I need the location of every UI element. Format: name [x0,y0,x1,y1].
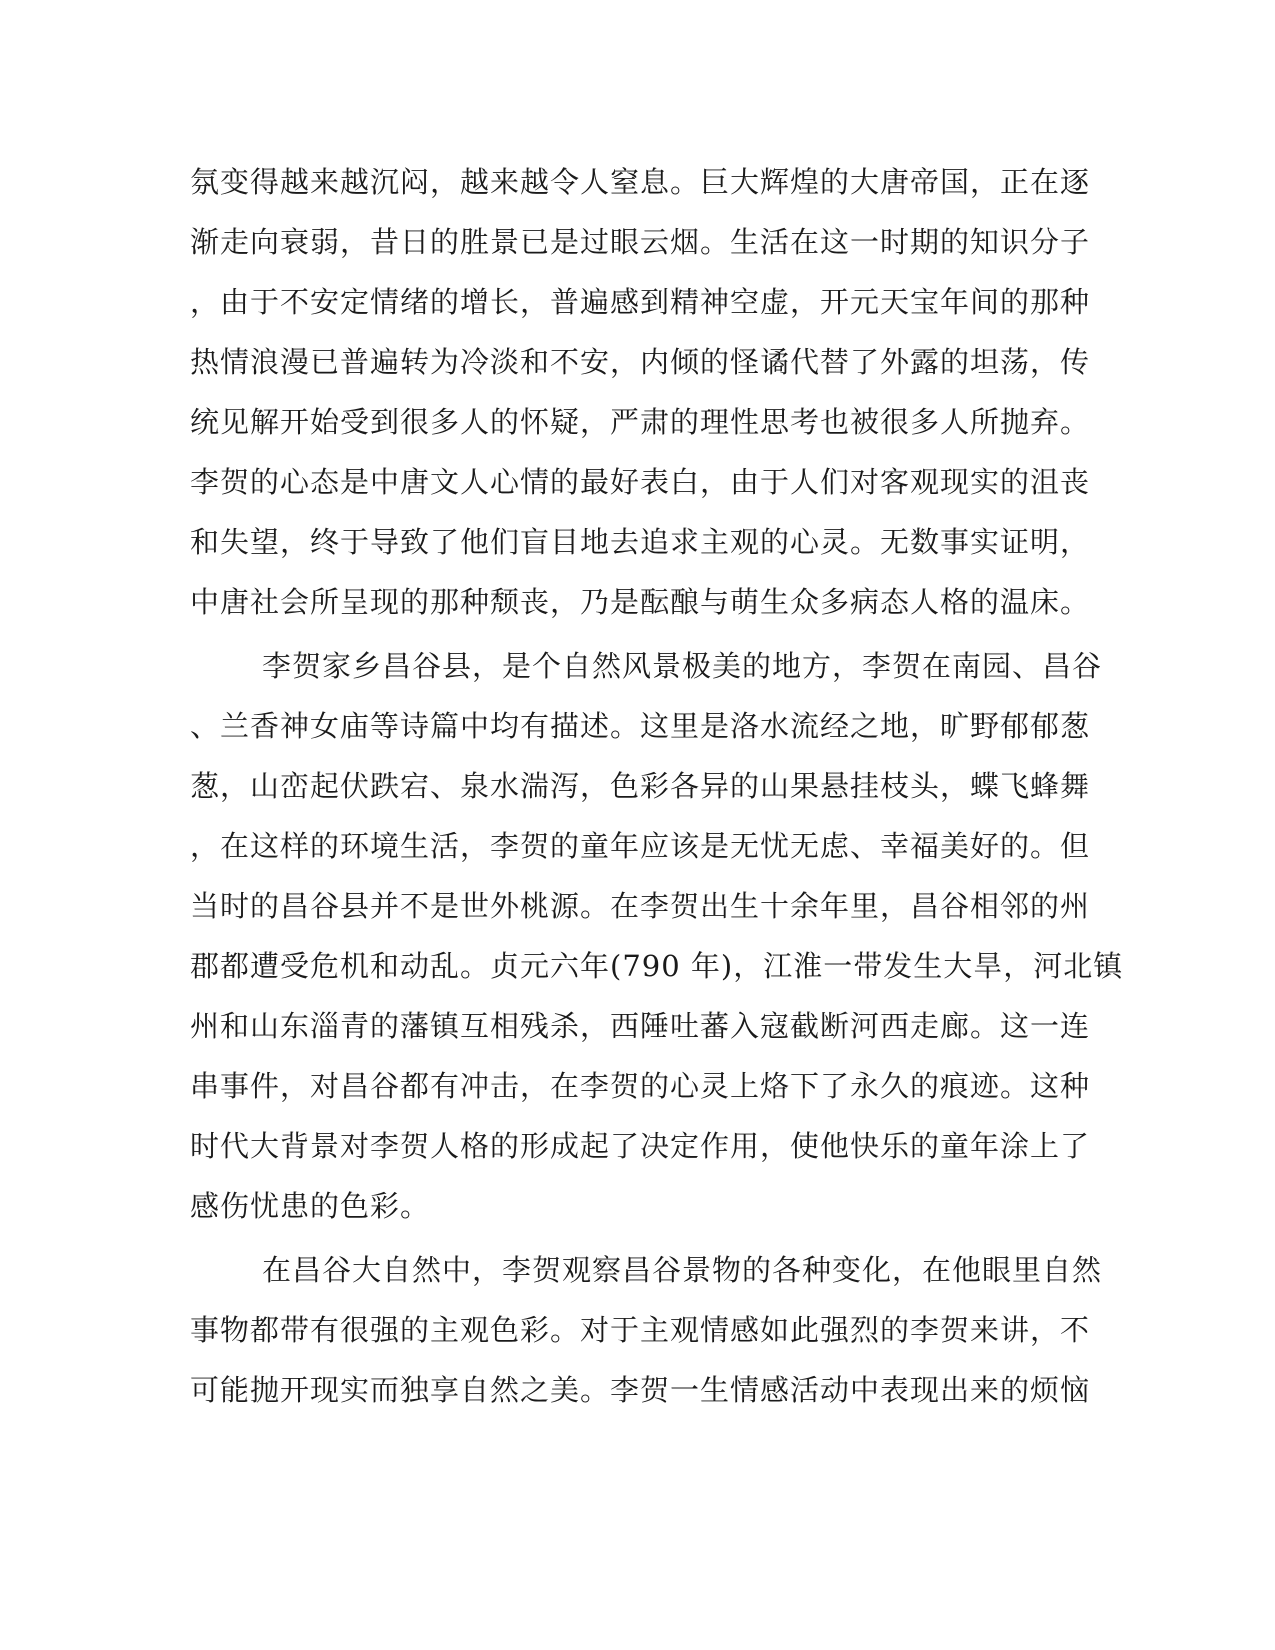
text-line: 和失望，终于导致了他们盲目地去追求主观的心灵。无数事实证明， [190,525,1091,559]
paragraph-first-line: 在昌谷大自然中，李贺观察昌谷景物的各种变化，在他眼里自然 [262,1253,1103,1287]
paragraph-first-line: 李贺家乡昌谷县，是个自然风景极美的地方，李贺在南园、昌谷 [262,649,1103,683]
text-line: 、兰香神女庙等诗篇中均有描述。这里是洛水流经之地，旷野郁郁葱 [190,709,1091,743]
text-line: 郡都遭受危机和动乱。贞元六年(790 年)，江淮一带发生大旱，河北镇 [190,949,1124,983]
text-line: 氛变得越来越沉闷，越来越令人窒息。巨大辉煌的大唐帝国，正在逐 [190,165,1091,199]
text-line: 热情浪漫已普遍转为冷淡和不安，内倾的怪谲代替了外露的坦荡，传 [190,345,1091,379]
text-line: 时代大背景对李贺人格的形成起了决定作用，使他快乐的童年涂上了 [190,1129,1091,1163]
text-line: 统见解开始受到很多人的怀疑，严肃的理性思考也被很多人所抛弃。 [190,405,1091,439]
text-line: 感伤忧患的色彩。 [190,1189,431,1223]
text-line: 葱，山峦起伏跌宕、泉水湍泻，色彩各异的山果悬挂枝头，蝶飞蜂舞 [190,769,1091,803]
text-line: 串事件，对昌谷都有冲击，在李贺的心灵上烙下了永久的痕迹。这种 [190,1069,1091,1103]
text-line: 事物都带有很强的主观色彩。对于主观情感如此强烈的李贺来讲，不 [190,1313,1091,1347]
text-line: 渐走向衰弱，昔日的胜景已是过眼云烟。生活在这一时期的知识分子 [190,225,1091,259]
text-line: ，由于不安定情绪的增长，普遍感到精神空虚，开元天宝年间的那种 [190,285,1091,319]
text-line: 州和山东淄青的藩镇互相残杀，西陲吐蕃入寇截断河西走廊。这一连 [190,1009,1091,1043]
text-line: 可能抛开现实而独享自然之美。李贺一生情感活动中表现出来的烦恼 [190,1373,1091,1407]
text-line: ，在这样的环境生活，李贺的童年应该是无忧无虑、幸福美好的。但 [190,829,1091,863]
text-line: 李贺的心态是中唐文人心情的最好表白，由于人们对客观现实的沮丧 [190,465,1091,499]
body-text [190,152,1124,1420]
text-line: 中唐社会所呈现的那种颓丧，乃是酝酿与萌生众多病态人格的温床。 [190,585,1091,619]
text-line: 当时的昌谷县并不是世外桃源。在李贺出生十余年里，昌谷相邻的州 [190,889,1091,923]
